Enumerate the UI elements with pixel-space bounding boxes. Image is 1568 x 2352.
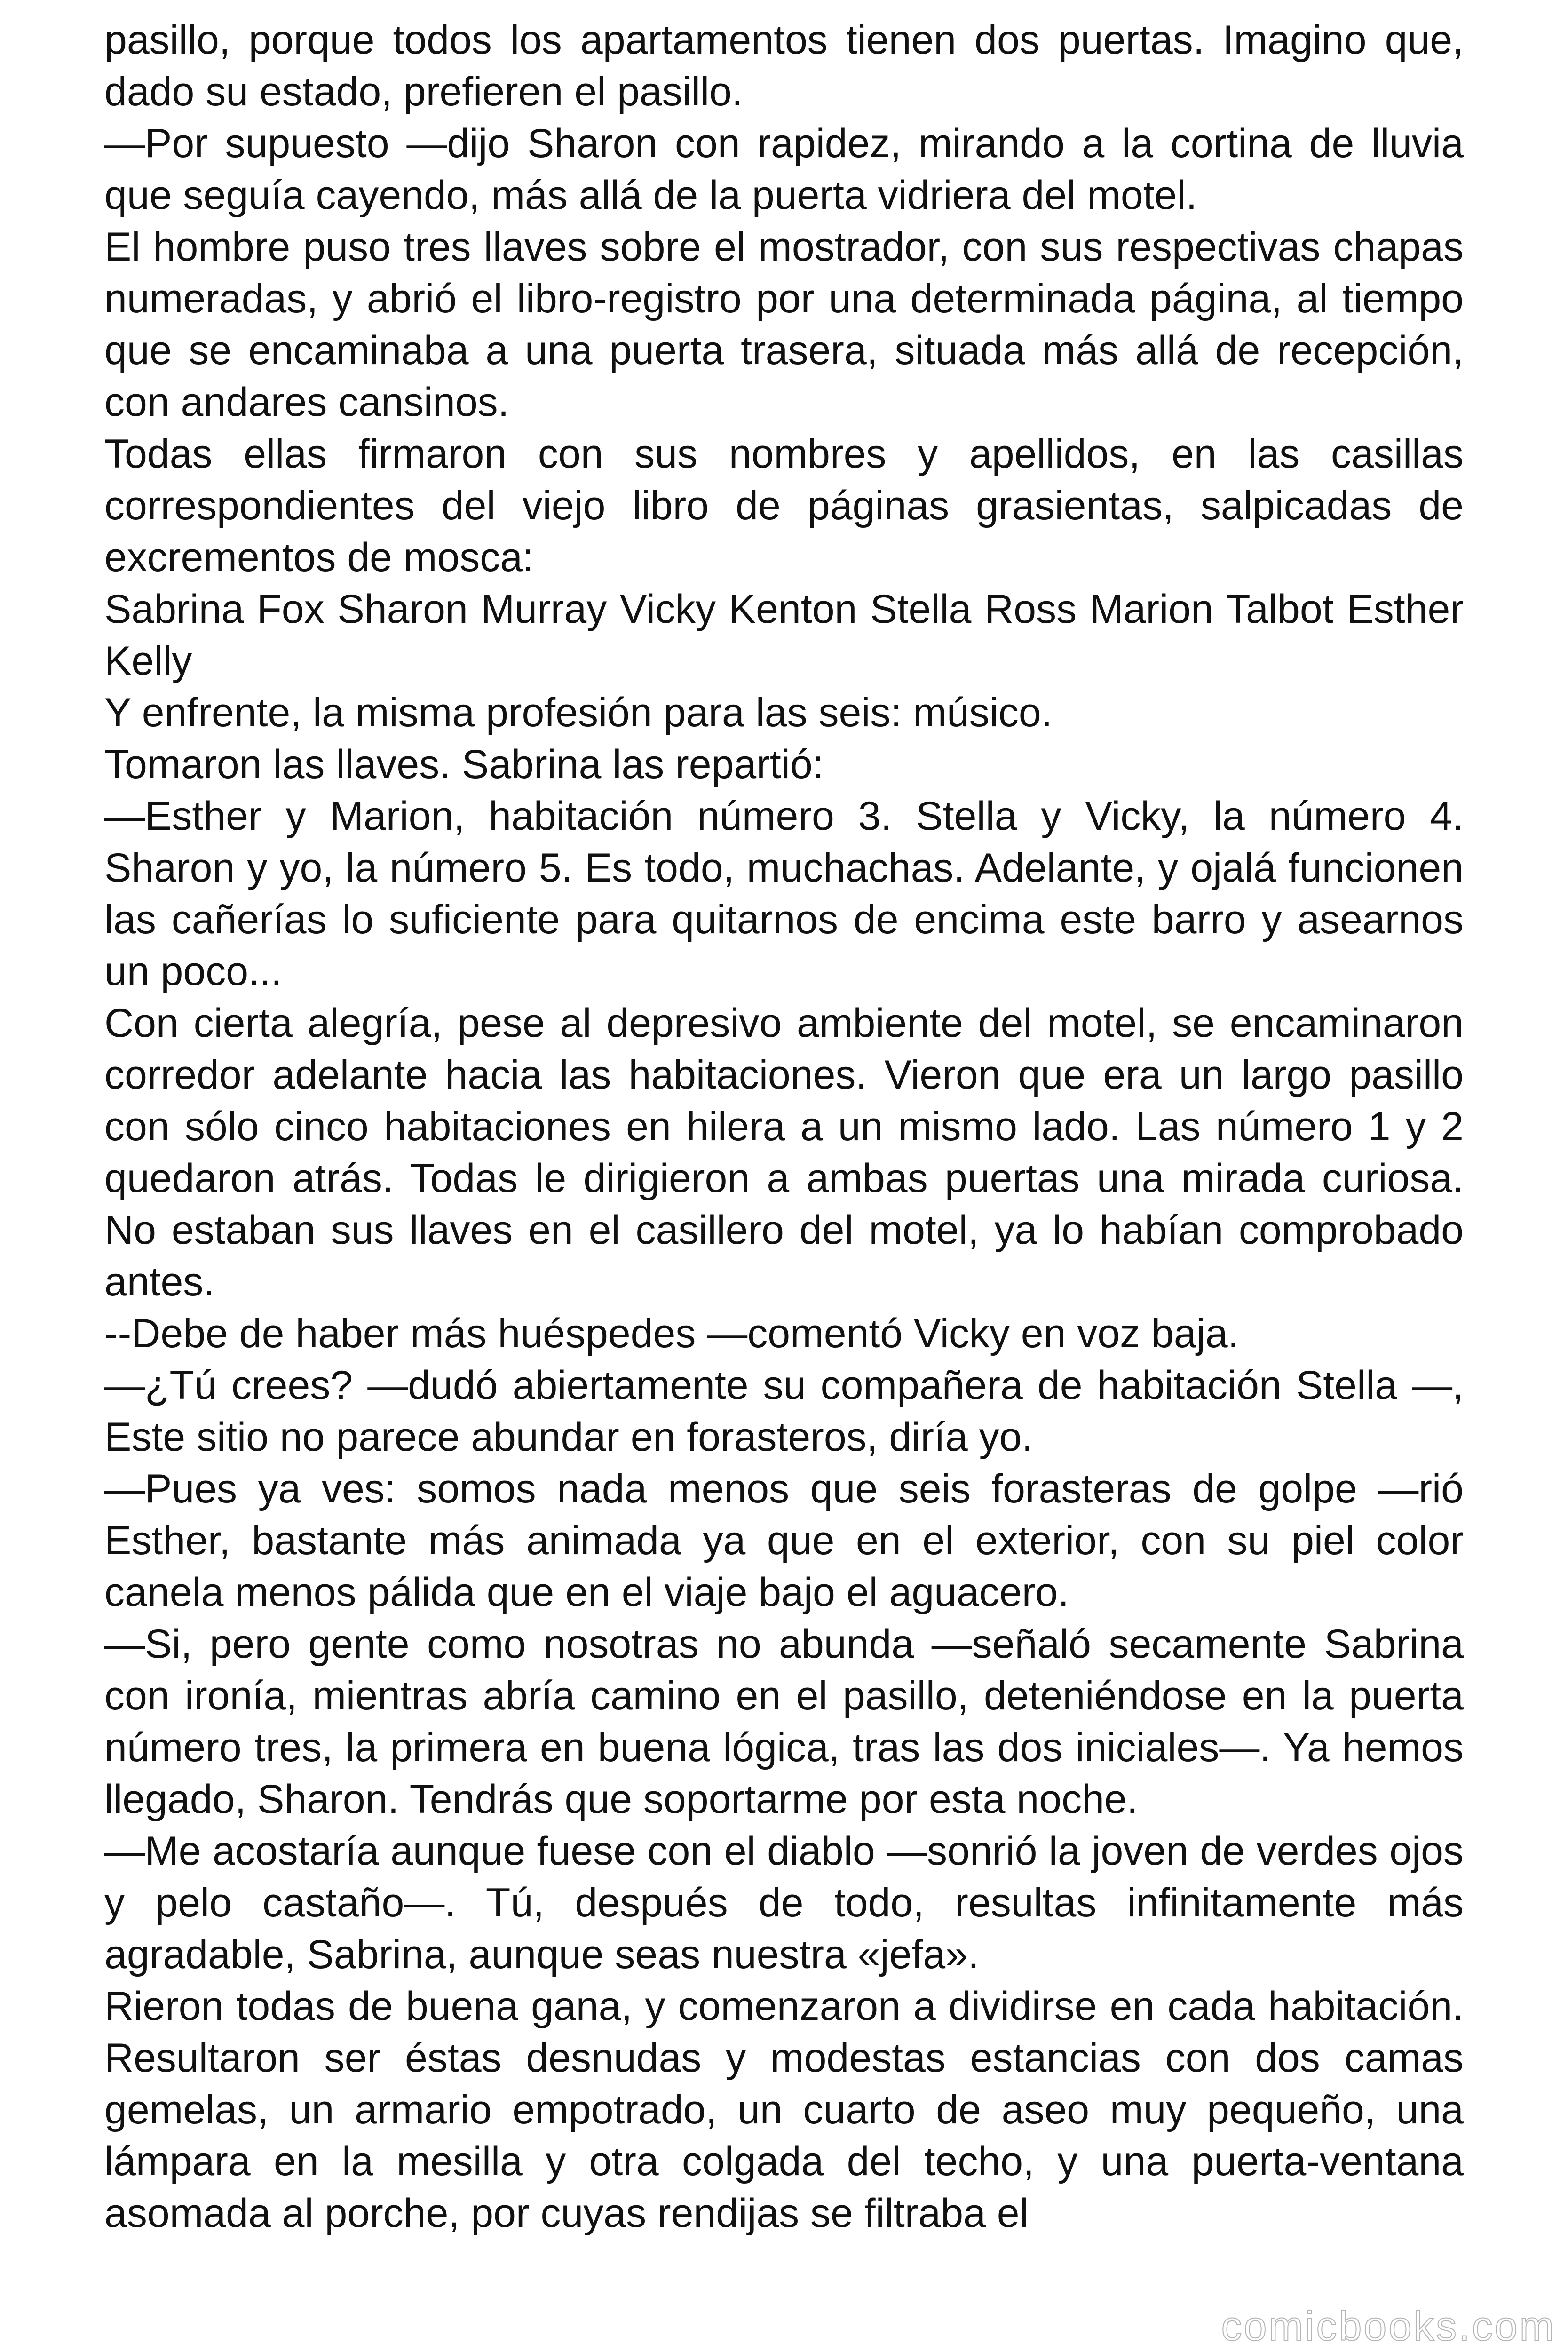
paragraph-8: —Esther y Marion, habitación número 3. Stella y Vicky, la número 4. Sharon y yo, la número 5. Es todo, muchachas. Adelante, y ojalá funcionen las cañerías lo suficiente para quitarnos de encima este barro y asearnos un poco... — [104, 794, 1464, 994]
page-text — [104, 14, 1464, 2239]
paragraph-10: --Debe de haber más huéspedes —comentó Vicky en voz baja. — [104, 1311, 1239, 1356]
paragraph-12: —Pues ya ves: somos nada menos que seis forasteras de golpe —rió Esther, bastante más animada ya que en el exterior, con su piel color canela menos pálida que en el viaje bajo el aguacero. — [104, 1466, 1464, 1615]
paragraph-14: —Me acostaría aunque fuese con el diablo —sonrió la joven de verdes ojos y pelo castaño—. Tú, después de todo, resultas infinitamente más agradable, Sabrina, aunque seas nuestra «jefa». — [104, 1828, 1464, 1977]
paragraph-7: Tomaron las llaves. Sabrina las repartió: — [104, 742, 824, 787]
paragraph-1: pasillo, porque todos los apartamentos tienen dos puertas. Imagino que, dado su estado, prefieren el pasillo. — [104, 17, 1464, 114]
paragraph-6: Y enfrente, la misma profesión para las seis: músico. — [104, 690, 1053, 735]
paragraph-4: Todas ellas firmaron con sus nombres y apellidos, en las casillas correspondientes del viejo libro de páginas grasientas, salpicadas de excrementos de mosca: — [104, 431, 1464, 580]
paragraph-15: Rieron todas de buena gana, y comenzaron a dividirse en cada habitación. Resultaron ser éstas desnudas y modestas estancias con dos camas gemelas, un armario empotrado, un cuarto de aseo muy pequeño, una lámpara en la mesilla y otra colgada del techo, y una puerta-ventana asomada al porche, por cuyas rendijas se filtraba el — [104, 1984, 1464, 2236]
paragraph-11: —¿Tú crees? —dudó abiertamente su compañera de habitación Stella —, Este sitio no parece abundar en forasteros, diría yo. — [104, 1363, 1464, 1460]
watermark: comicbooks.com — [1221, 2303, 1556, 2349]
paragraph-2: —Por supuesto —dijo Sharon con rapidez, mirando a la cortina de lluvia que seguía cayendo, más allá de la puerta vidriera del motel. — [104, 121, 1464, 218]
paragraph-3: El hombre puso tres llaves sobre el mostrador, con sus respectivas chapas numeradas, y abrió el libro-registro por una determinada página, al tiempo que se encaminaba a una puerta trasera, situada más allá de recepción, con andares cansinos. — [104, 224, 1464, 425]
paragraph-9: Con cierta alegría, pese al depresivo ambiente del motel, se encaminaron corredor adelante hacia las habitaciones. Vieron que era un largo pasillo con sólo cinco habitaciones en hilera a un mismo lado. Las número 1 y 2 quedaron atrás. Todas le dirigieron a ambas puertas una mirada curiosa. No estaban sus llaves en el casillero del motel, ya lo habían comprobado antes. — [104, 1001, 1464, 1304]
paragraph-13: —Si, pero gente como nosotras no abunda —señaló secamente Sabrina con ironía, mientras abría camino en el pasillo, deteniéndose en la puerta número tres, la primera en buena lógica, tras las dos iniciales—. Ya hemos llegado, Sharon. Tendrás que soportarme por esta noche. — [104, 1621, 1464, 1822]
paragraph-5-signatures: Sabrina Fox Sharon Murray Vicky Kenton Stella Ross Marion Talbot Esther Kelly — [104, 587, 1464, 683]
